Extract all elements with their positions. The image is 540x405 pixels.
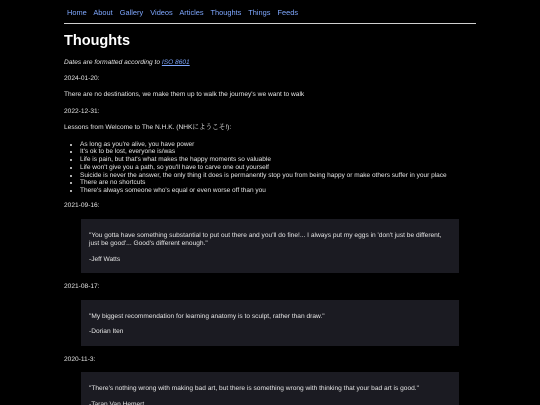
quote-text: "There's nothing wrong with making bad art, but there is something wrong with thinking that your bad art is good.": [89, 385, 419, 393]
quote-text: "You gotta have something substantial to put out there and you'll do fine!... I always put my eggs in 'don't just be different, just be good'... Good's different enough.": [89, 231, 442, 248]
entry-date: 2022-12-31:: [64, 107, 100, 115]
nav-link-home[interactable]: Home: [67, 8, 87, 17]
quote-block: [81, 300, 459, 346]
list-item: • As long as you're alive, you have power: [80, 141, 476, 149]
date-format-note: [64, 59, 476, 68]
entry-date: 2020-11-3:: [64, 355, 96, 363]
nav-link-things[interactable]: Things: [248, 8, 271, 17]
quote-text: "My biggest recommendation for learning anatomy is to sculpt, rather than draw.": [89, 312, 325, 320]
list-item: • There's always someone who's equal or even worse off than you: [80, 187, 476, 195]
entry-intro: Lessons from Welcome to The N.H.K. (NHKにようこそ!):: [64, 124, 232, 131]
quote-author: -Taran Van Hemert: [89, 400, 145, 405]
iso-8601-link[interactable]: ISO 8601: [161, 59, 190, 66]
nav-link-about[interactable]: About: [93, 8, 113, 17]
nav-link-feeds[interactable]: Feeds: [277, 8, 299, 17]
entry-text: There are no destinations, we make them up to walk the journey's we want to walk: [64, 91, 305, 98]
nav-link-videos[interactable]: Videos: [150, 8, 173, 17]
date-format-note-text: Dates are formatted according to: [64, 59, 162, 66]
main-content: [64, 33, 476, 405]
nav-link-articles[interactable]: Articles: [179, 8, 204, 17]
list-item: • Life is pain, but that's what makes the happy moments so valuable: [80, 156, 476, 164]
list-item: • Suicide is never the answer, the only thing it does is permanently stop you from being happy or make others suffer in your place: [80, 172, 476, 180]
quote-block: [81, 372, 459, 405]
entry-date: 2024-01-20:: [64, 74, 100, 82]
list-item: • It's ok to be lost, everyone is/was: [80, 148, 476, 156]
lessons-list: [64, 141, 476, 196]
entry-date: 2021-08-17:: [64, 283, 100, 291]
quote-author: -Jeff Watts: [89, 255, 121, 263]
list-item: • There are no shortcuts: [80, 179, 476, 187]
list-item: • Life won't give you a path, so you'll have to carve one out yourself: [80, 164, 476, 172]
page-title: Thoughts: [64, 33, 131, 49]
nav-link-gallery[interactable]: Gallery: [119, 8, 144, 17]
quote-author: -Dorian Iten: [89, 328, 124, 336]
top-nav: [67, 8, 303, 17]
nav-link-thoughts[interactable]: Thoughts: [210, 8, 242, 17]
nav-divider: [64, 23, 476, 24]
entry-date: 2021-09-16:: [64, 202, 100, 210]
quote-block: [81, 219, 459, 274]
